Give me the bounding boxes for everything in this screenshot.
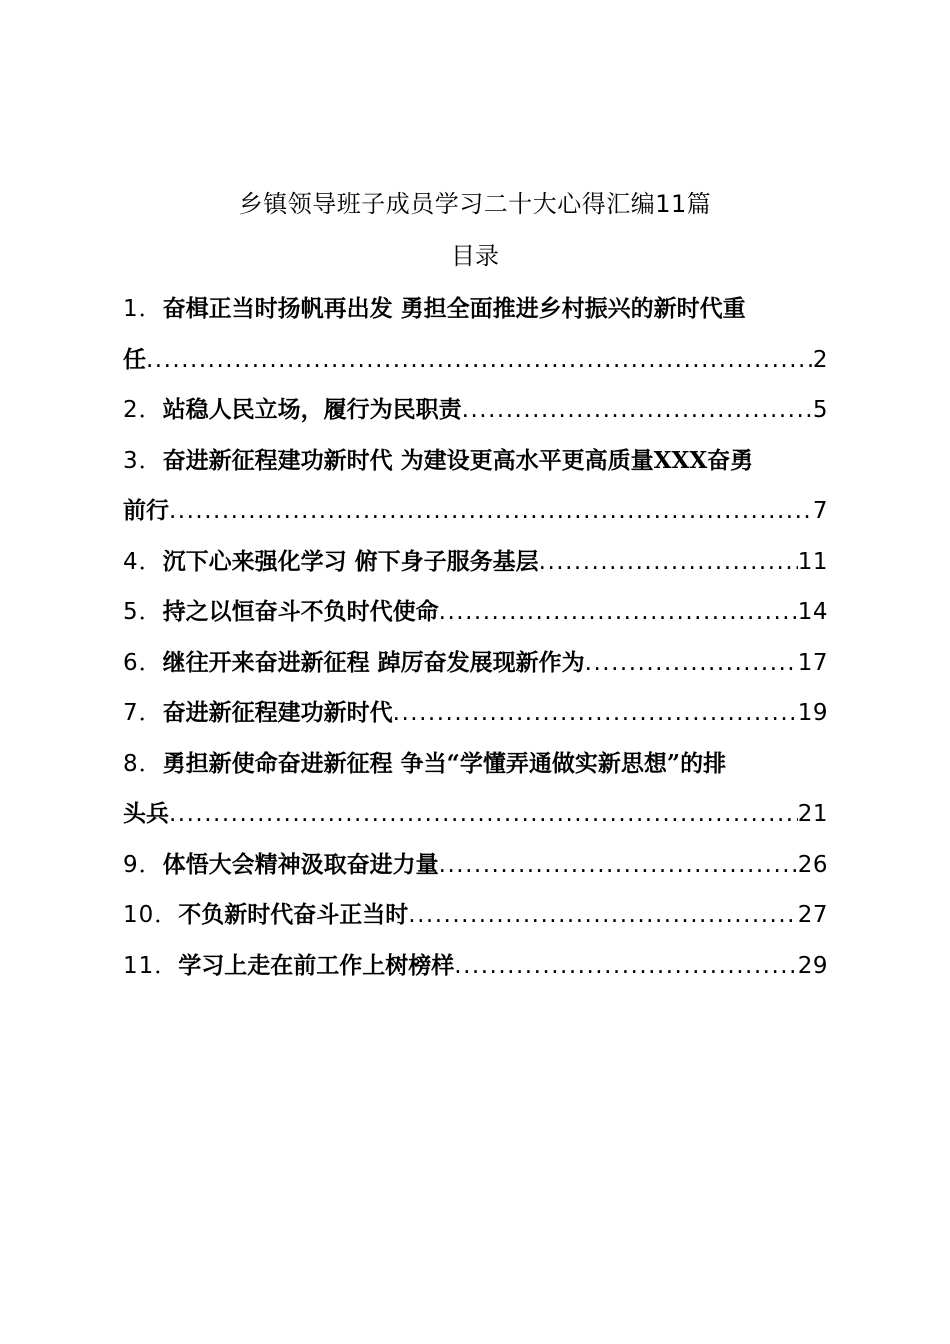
toc-entry-title-line2: 前行	[123, 497, 169, 524]
toc-entry-page: 19	[797, 700, 828, 726]
toc-entry-title-line2: 任	[123, 345, 146, 373]
toc-entry-page: 14	[797, 599, 828, 625]
toc-entry-number: 11．	[123, 952, 179, 979]
toc-dot-leader	[169, 487, 813, 537]
toc-entry-number: 2．	[123, 397, 163, 423]
toc-entry-number: 5．	[123, 599, 163, 625]
toc-entry-number: 4．	[123, 548, 163, 575]
toc-entry-10[interactable]	[123, 890, 828, 941]
toc-entry-title-line1: 奋楫正当时扬帆再出发 勇担全面推进乡村振兴的新时代重	[162, 295, 746, 322]
toc-entry-title: 沉下心来强化学习 俯下身子服务基层	[162, 547, 539, 575]
toc-entry-2[interactable]	[123, 385, 828, 436]
toc-entry-number: 6．	[123, 649, 163, 676]
toc-entry-page: 29	[797, 952, 828, 979]
toc-entry-8[interactable]	[123, 739, 828, 840]
toc-entry-7[interactable]	[123, 688, 828, 739]
toc-entry-number: 7．	[123, 700, 163, 726]
toc-entry-9[interactable]	[123, 840, 828, 891]
toc-entry-4[interactable]	[123, 537, 828, 588]
toc-entry-page: 2	[812, 346, 828, 373]
toc-entry-number: 8．	[123, 750, 163, 777]
document-title: 乡镇领导班子成员学习二十大心得汇编11篇	[238, 190, 712, 218]
toc-heading: 目录	[451, 242, 499, 270]
toc-dot-leader	[393, 689, 798, 739]
toc-dot-leader	[146, 336, 813, 386]
toc-entry-number: 9．	[123, 851, 163, 878]
toc-entry-11[interactable]	[123, 941, 828, 992]
toc-entry-title-line2: 头兵	[123, 800, 169, 827]
toc-entry-number: 3．	[123, 447, 163, 474]
toc-entry-page: 7	[812, 498, 828, 524]
toc-entry-title-line1: 奋进新征程建功新时代 为建设更高水平更高质量XXX奋勇	[162, 446, 754, 474]
toc-entry-1[interactable]	[123, 284, 828, 385]
table-of-contents	[123, 284, 828, 991]
toc-entry-page: 17	[797, 649, 828, 676]
toc-entry-title: 奋进新征程建功新时代	[162, 699, 393, 726]
toc-entry-number: 1．	[123, 296, 163, 322]
toc-dot-leader	[454, 942, 797, 992]
toc-dot-leader	[439, 841, 798, 891]
toc-entry-title: 体悟大会精神汲取奋进力量	[162, 850, 439, 878]
toc-entry-title: 不负新时代奋斗正当时	[178, 901, 409, 928]
toc-entry-page: 27	[797, 902, 828, 928]
toc-entry-title: 持之以恒奋斗不负时代使命	[162, 598, 439, 625]
toc-dot-leader	[585, 639, 798, 689]
toc-entry-page: 5	[812, 397, 828, 423]
toc-entry-3[interactable]	[123, 436, 828, 537]
toc-entry-page: 11	[797, 548, 828, 575]
toc-dot-leader	[462, 386, 813, 436]
toc-entry-title: 学习上走在前工作上树榜样	[178, 951, 455, 979]
toc-entry-page: 21	[797, 801, 828, 827]
toc-entry-title: 站稳人民立场，履行为民职责	[162, 396, 462, 423]
toc-dot-leader	[439, 588, 798, 638]
toc-dot-leader	[408, 891, 797, 941]
toc-entry-page: 26	[797, 851, 828, 878]
toc-entry-6[interactable]	[123, 638, 828, 689]
toc-entry-title: 继往开来奋进新征程 踔厉奋发展现新作为	[162, 648, 585, 676]
toc-entry-5[interactable]	[123, 587, 828, 638]
toc-dot-leader	[539, 538, 798, 588]
toc-dot-leader	[169, 790, 798, 840]
toc-entry-number: 10．	[123, 902, 179, 928]
toc-entry-title-line1: 勇担新使命奋进新征程 争当“学懂弄通做实新思想”的排	[162, 749, 727, 777]
